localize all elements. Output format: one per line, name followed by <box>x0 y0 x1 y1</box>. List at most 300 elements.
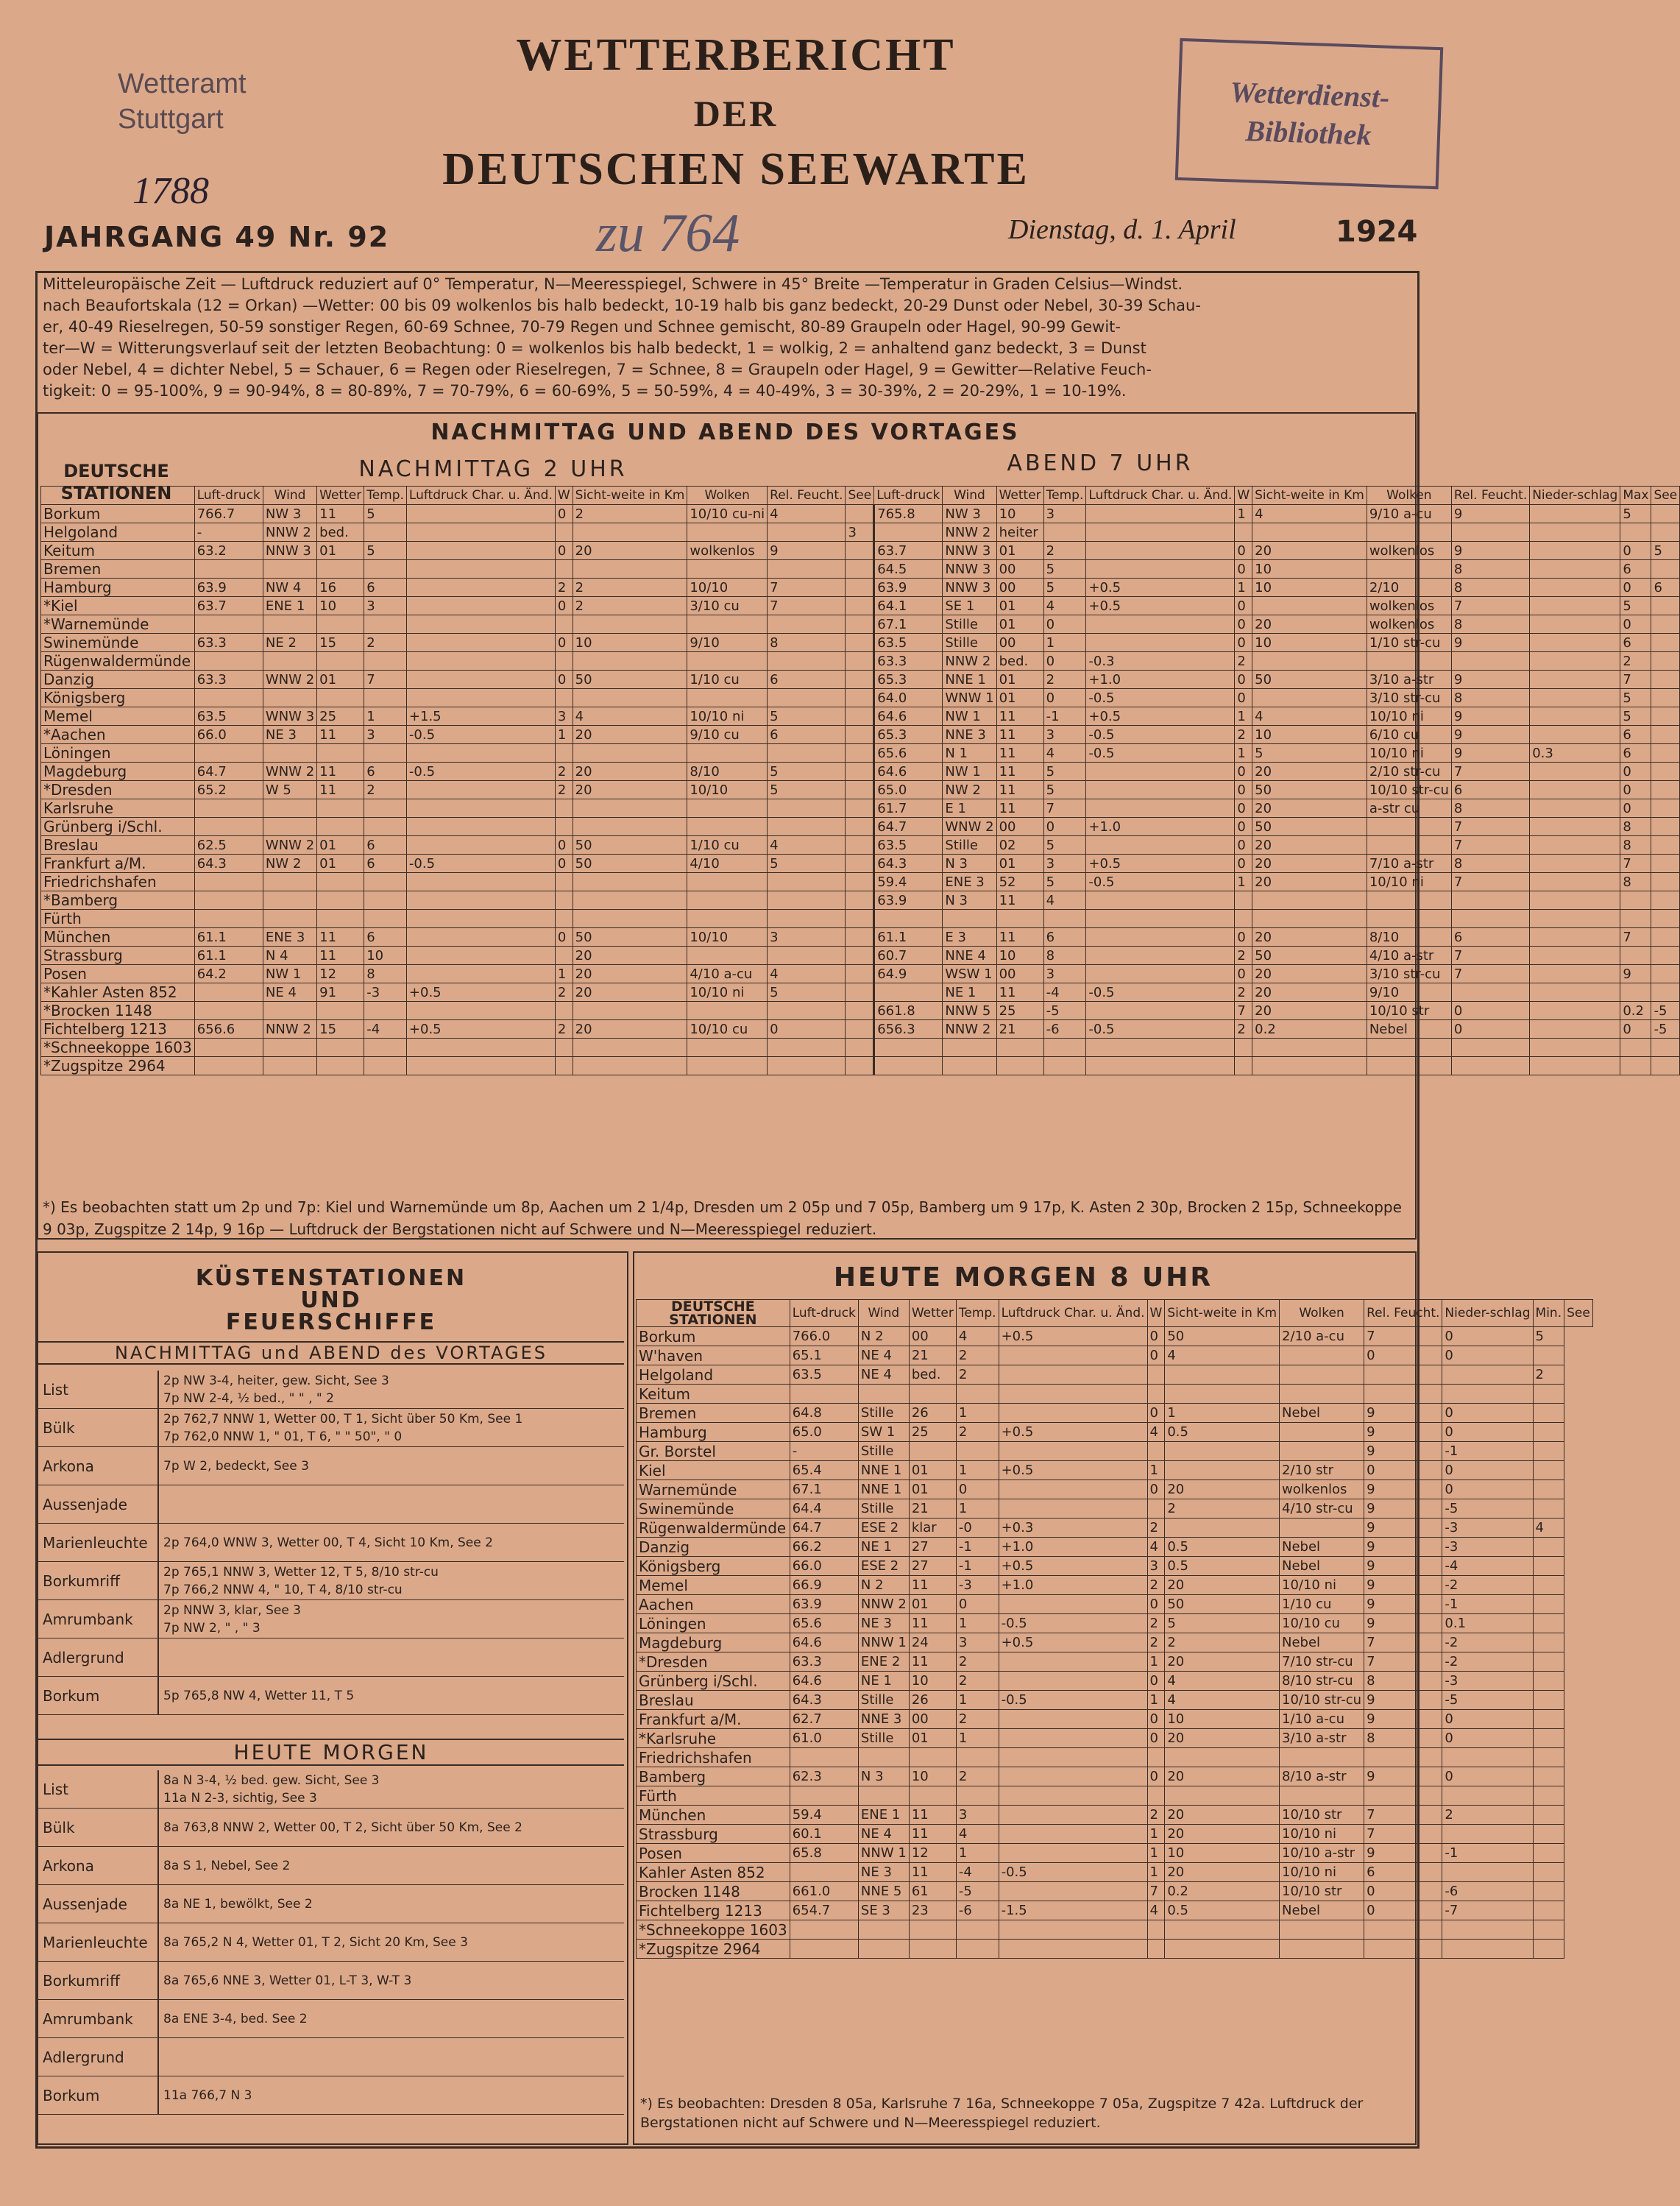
cell: 0 <box>1147 1480 1165 1499</box>
cell <box>364 1057 407 1075</box>
cell: N 3 <box>943 855 996 873</box>
cell <box>1280 1940 1364 1959</box>
cell: 3 <box>956 1633 999 1652</box>
cell <box>687 1002 768 1020</box>
cell: 63.9 <box>874 891 943 910</box>
table-row <box>41 634 1680 652</box>
cell: 0 <box>1620 799 1651 818</box>
cell: 0 <box>1442 1346 1533 1365</box>
cell <box>1147 1385 1165 1404</box>
cell: 65.4 <box>790 1461 858 1480</box>
cell <box>1620 891 1651 910</box>
cell: SE 1 <box>943 597 996 615</box>
cell <box>687 891 768 910</box>
station-name: *Zugspitze 2964 <box>637 1940 790 1959</box>
cell: NNW 2 <box>943 523 996 542</box>
cell: 0.2 <box>1620 1002 1651 1020</box>
cell <box>846 1039 874 1057</box>
cell <box>1367 891 1451 910</box>
cell: 1 <box>1235 707 1252 726</box>
stamp-line: Wetteramt <box>118 68 247 99</box>
cell <box>1451 523 1529 542</box>
cell <box>194 818 263 836</box>
cell <box>1280 1423 1364 1442</box>
cell: 10/10 <box>687 928 768 947</box>
kuesten-title-line: UND <box>300 1287 362 1313</box>
cell <box>1533 1538 1564 1557</box>
cell: 2 <box>1235 652 1252 671</box>
cell <box>194 689 263 707</box>
cell <box>1651 652 1680 671</box>
cell: 59.4 <box>790 1806 858 1825</box>
cell <box>406 910 555 928</box>
station-name: Kahler Asten 852 <box>637 1863 790 1882</box>
cell: 11 <box>909 1825 956 1844</box>
cell: Nebel <box>1280 1633 1364 1652</box>
cell: 0 <box>1620 763 1651 781</box>
cell: -0.5 <box>1086 744 1235 763</box>
cell: 2 <box>555 763 573 781</box>
cell <box>1651 615 1680 634</box>
cell <box>768 799 846 818</box>
column-header: Temp. <box>1043 487 1086 505</box>
cell: 2/10 str <box>1280 1461 1364 1480</box>
coast-observation <box>158 1524 624 1562</box>
cell: +0.5 <box>999 1423 1147 1442</box>
cell: N 1 <box>943 744 996 763</box>
cell <box>263 799 316 818</box>
coast-station-name: Aussenjade <box>38 1885 158 1923</box>
column-header: Rel. Feucht. <box>768 487 846 505</box>
cell: NE 3 <box>263 726 316 744</box>
list-item <box>38 1847 624 1885</box>
cell: 2 <box>1235 726 1252 744</box>
coast-observation <box>158 1677 624 1715</box>
cell <box>1530 983 1620 1002</box>
issue-date: Dienstag, d. 1. April <box>1008 214 1236 245</box>
cell <box>573 891 687 910</box>
cell <box>1533 1480 1564 1499</box>
cell <box>317 1057 364 1075</box>
cell: 10/10 str-cu <box>1367 781 1451 799</box>
cell <box>874 910 943 928</box>
cell <box>1086 781 1235 799</box>
cell: 0 <box>1235 597 1252 615</box>
cell <box>1043 1057 1086 1075</box>
cell: 2 <box>1043 542 1086 560</box>
cell: 64.0 <box>874 689 943 707</box>
observation-line: 7p NW 2, " , " 3 <box>163 1620 260 1636</box>
cell <box>1651 763 1680 781</box>
vortag-table <box>40 486 1680 1075</box>
station-name: *Dresden <box>637 1652 790 1672</box>
table-row <box>41 615 1680 634</box>
cell: Stille <box>858 1691 909 1710</box>
cell: NNW 3 <box>263 542 316 560</box>
cell: 8 <box>1451 579 1529 597</box>
cell: -2 <box>1442 1633 1533 1652</box>
cell <box>1651 965 1680 983</box>
column-header: Rel. Feucht. <box>1451 487 1529 505</box>
coast-station-name: Borkum <box>38 2076 158 2115</box>
station-name: *Dresden <box>41 781 195 799</box>
cell: 8 <box>1620 836 1651 855</box>
cell: NNE 1 <box>858 1480 909 1499</box>
cell <box>1451 910 1529 928</box>
cell <box>1364 1748 1442 1767</box>
table-row <box>637 1614 1593 1633</box>
cell: 7 <box>768 579 846 597</box>
cell: ESE 2 <box>858 1519 909 1538</box>
cell <box>406 873 555 891</box>
cell: 1 <box>1043 634 1086 652</box>
cell <box>1530 1039 1620 1057</box>
cell: 5 <box>1620 707 1651 726</box>
cell: - <box>194 523 263 542</box>
cell: 3 <box>956 1806 999 1825</box>
cell: 10/10 ni <box>687 983 768 1002</box>
cell: 0 <box>1147 1595 1165 1614</box>
cell: 0.5 <box>1165 1423 1280 1442</box>
coast-observation <box>158 1885 624 1923</box>
table-row <box>637 1499 1593 1519</box>
cell <box>846 744 874 763</box>
table-row <box>637 1652 1593 1672</box>
cell: 50 <box>1165 1327 1280 1346</box>
cell: 4 <box>573 707 687 726</box>
cell <box>364 1002 407 1020</box>
table-row <box>41 707 1680 726</box>
cell: 0 <box>768 1020 846 1039</box>
cell: 8 <box>1451 560 1529 579</box>
table-row <box>637 1729 1593 1748</box>
cell: 1 <box>956 1844 999 1863</box>
cell: -0.5 <box>1086 726 1235 744</box>
cell: 5 <box>1620 597 1651 615</box>
cell: 2 <box>1147 1806 1165 1825</box>
cell: 10/10 cu <box>687 1020 768 1039</box>
cell <box>406 671 555 689</box>
cell <box>846 726 874 744</box>
cell: 8/10 <box>687 763 768 781</box>
cell: NE 3 <box>858 1863 909 1882</box>
cell: -0.5 <box>1086 873 1235 891</box>
station-name: *Kiel <box>41 597 195 615</box>
cell: NE 4 <box>858 1365 909 1385</box>
table-row <box>41 763 1680 781</box>
cell <box>1235 910 1252 928</box>
cell: klar <box>909 1519 956 1538</box>
cell: 11 <box>996 726 1043 744</box>
table-row <box>637 1576 1593 1595</box>
cell: 4 <box>956 1825 999 1844</box>
cell <box>406 597 555 615</box>
cell: 4 <box>1533 1519 1564 1538</box>
cell: NNW 2 <box>858 1595 909 1614</box>
column-header: Nieder-schlag <box>1442 1300 1533 1327</box>
station-name: Königsberg <box>637 1557 790 1576</box>
cell: 2 <box>956 1346 999 1365</box>
cell: 0 <box>555 671 573 689</box>
cell <box>999 1499 1147 1519</box>
cell: 64.6 <box>790 1672 858 1691</box>
table-row <box>41 1020 1680 1039</box>
cell <box>1252 1057 1367 1075</box>
cell: 20 <box>1165 1652 1280 1672</box>
cell: 10/10 ni <box>1280 1863 1364 1882</box>
cell <box>1235 1039 1252 1057</box>
cell: 5 <box>1651 542 1680 560</box>
cell: 7/10 a-str <box>1367 855 1451 873</box>
observation-line: 2p NNW 3, klar, See 3 <box>163 1602 301 1618</box>
cell: NW 2 <box>263 855 316 873</box>
cell <box>1530 965 1620 983</box>
cell: 65.3 <box>874 671 943 689</box>
legend-line: Mitteleuropäische Zeit — Luftdruck reduziert auf 0° Temperatur, N—Meeresspiegel, Schwere in 45° Breite —Temperatur in Graden Celsius—Windst. <box>43 275 1183 293</box>
station-name: Breslau <box>637 1691 790 1710</box>
cell <box>956 1786 999 1806</box>
cell <box>1530 1020 1620 1039</box>
cell: 9 <box>1364 1844 1442 1863</box>
coast-observation <box>158 1562 624 1600</box>
cell: 9 <box>1364 1691 1442 1710</box>
cell: 63.3 <box>874 652 943 671</box>
cell <box>846 671 874 689</box>
cell: 64.4 <box>790 1499 858 1519</box>
cell: 20 <box>1252 855 1367 873</box>
cell: 65.0 <box>874 781 943 799</box>
column-header: Min. <box>1533 1300 1564 1327</box>
cell <box>1147 1442 1165 1461</box>
cell <box>846 1020 874 1039</box>
cell: 27 <box>909 1538 956 1557</box>
cell <box>956 1442 999 1461</box>
table-row <box>41 726 1680 744</box>
cell: 50 <box>1252 671 1367 689</box>
cell: 7 <box>1451 597 1529 615</box>
cell <box>555 652 573 671</box>
cell <box>1367 652 1451 671</box>
station-name: *Zugspitze 2964 <box>41 1057 195 1075</box>
table-row <box>41 579 1680 597</box>
cell <box>1451 1057 1529 1075</box>
cell: -1 <box>1043 707 1086 726</box>
cell: 9/10 <box>1367 983 1451 1002</box>
table-row <box>41 652 1680 671</box>
cell: 11 <box>996 928 1043 947</box>
cell: Nebel <box>1280 1901 1364 1920</box>
morgen-title: HEUTE MORGEN 8 UHR <box>833 1262 1213 1293</box>
cell <box>555 523 573 542</box>
cell: 0 <box>1235 818 1252 836</box>
cell <box>573 818 687 836</box>
cell: bed. <box>317 523 364 542</box>
station-name: Strassburg <box>637 1825 790 1844</box>
table-row <box>637 1806 1593 1825</box>
cell: 0 <box>956 1595 999 1614</box>
cell <box>846 855 874 873</box>
table-row <box>637 1786 1593 1806</box>
cell <box>996 910 1043 928</box>
cell: 0 <box>1043 818 1086 836</box>
cell <box>1651 689 1680 707</box>
cell: 66.0 <box>194 726 263 744</box>
cell: 6 <box>1620 744 1651 763</box>
station-name: Grünberg i/Schl. <box>637 1672 790 1691</box>
station-name: Danzig <box>41 671 195 689</box>
cell: 10 <box>1165 1844 1280 1863</box>
cell: NNW 1 <box>858 1633 909 1652</box>
cell: 5 <box>364 505 407 523</box>
cell <box>364 744 407 763</box>
cell: -4 <box>1442 1557 1533 1576</box>
observation-line: 2p NW 3-4, heiter, gew. Sicht, See 3 <box>163 1373 389 1388</box>
list-item <box>38 1409 624 1447</box>
table-row <box>41 542 1680 560</box>
cell: 2/10 str-cu <box>1367 763 1451 781</box>
cell <box>846 1057 874 1075</box>
cell <box>768 689 846 707</box>
station-name: Friedrichshafen <box>637 1748 790 1767</box>
cell: 20 <box>1165 1576 1280 1595</box>
station-name: Fichtelberg 1213 <box>41 1020 195 1039</box>
cell <box>573 1002 687 1020</box>
cell <box>858 1920 909 1940</box>
cell: 9 <box>1364 1423 1442 1442</box>
cell <box>263 873 316 891</box>
cell: NW 1 <box>263 965 316 983</box>
cell: -0.5 <box>999 1691 1147 1710</box>
column-header: Luftdruck Char. u. Änd. <box>406 487 555 505</box>
cell <box>263 1002 316 1020</box>
stamp-bibliothek <box>1175 38 1444 189</box>
cell: 61.7 <box>874 799 943 818</box>
cell: 9 <box>1451 671 1529 689</box>
cell: 9/10 a-cu <box>1367 505 1451 523</box>
cell: 61.0 <box>790 1729 858 1748</box>
cell: -0.5 <box>999 1614 1147 1633</box>
station-name: Löningen <box>41 744 195 763</box>
observation-line: 8a N 3-4, ½ bed. gew. Sicht, See 3 <box>163 1772 380 1788</box>
cell: 10/10 ni <box>1280 1825 1364 1844</box>
station-name: Rügenwaldermünde <box>637 1519 790 1538</box>
cell: 66.0 <box>790 1557 858 1576</box>
cell <box>1651 910 1680 928</box>
cell: 7 <box>1451 873 1529 891</box>
cell: 0.5 <box>1165 1538 1280 1557</box>
coast-observation <box>158 1371 624 1409</box>
cell <box>1252 1039 1367 1057</box>
cell: 0 <box>555 855 573 873</box>
cell: Nebel <box>1280 1557 1364 1576</box>
cell <box>194 873 263 891</box>
cell <box>874 523 943 542</box>
cell <box>194 615 263 634</box>
cell: NNW 2 <box>943 652 996 671</box>
cell: 0 <box>1442 1404 1533 1423</box>
cell: 4 <box>768 836 846 855</box>
cell <box>194 1002 263 1020</box>
cell: 12 <box>909 1844 956 1863</box>
cell: 50 <box>1252 947 1367 965</box>
cell: 65.1 <box>790 1346 858 1365</box>
cell: 01 <box>996 671 1043 689</box>
cell <box>1147 1940 1165 1959</box>
legend-text <box>43 274 1411 402</box>
station-name: *Schneekoppe 1603 <box>41 1039 195 1057</box>
cell: 26 <box>909 1691 956 1710</box>
cell <box>1280 1519 1364 1538</box>
cell: 11 <box>317 947 364 965</box>
cell <box>555 1002 573 1020</box>
cell: 0 <box>1235 634 1252 652</box>
cell <box>194 1057 263 1075</box>
cell <box>364 523 407 542</box>
station-name: *Kahler Asten 852 <box>41 983 195 1002</box>
cell: NNE 4 <box>943 947 996 965</box>
cell: 9 <box>1364 1480 1442 1499</box>
table-row <box>637 1691 1593 1710</box>
cell: 01 <box>909 1461 956 1480</box>
cell: 2 <box>1165 1633 1280 1652</box>
cell: 01 <box>909 1595 956 1614</box>
cell: 01 <box>909 1729 956 1748</box>
cell <box>1533 1423 1564 1442</box>
cell <box>1651 836 1680 855</box>
cell: 8 <box>1620 873 1651 891</box>
cell <box>999 1940 1147 1959</box>
cell: 20 <box>1252 836 1367 855</box>
cell: 4 <box>1043 597 1086 615</box>
table-row <box>637 1825 1593 1844</box>
cell: 20 <box>1252 763 1367 781</box>
column-header: See <box>1564 1300 1593 1327</box>
cell <box>1651 818 1680 836</box>
cell: a-str cu <box>1367 799 1451 818</box>
cell <box>406 928 555 947</box>
table-row <box>41 597 1680 615</box>
cell <box>996 1039 1043 1057</box>
cell: -0.5 <box>406 763 555 781</box>
cell: 6 <box>1620 560 1651 579</box>
cell <box>1043 910 1086 928</box>
cell: 9 <box>1451 707 1529 726</box>
cell: 3/10 str-cu <box>1367 689 1451 707</box>
cell: 20 <box>1252 615 1367 634</box>
cell: 10/10 cu-ni <box>687 505 768 523</box>
cell: 24 <box>909 1633 956 1652</box>
table-row <box>637 1710 1593 1729</box>
cell <box>573 615 687 634</box>
morgen-footnote: *) Es beobachten: Dresden 8 05a, Karlsruhe 7 16a, Schneekoppe 7 05a, Zugspitze 7 42a. Luftdruck der Bergstationen nicht auf Schwere und N—Meeresspiegel reduziert. <box>640 2096 1364 2131</box>
cell: 0 <box>1442 1767 1533 1786</box>
cell: +0.5 <box>999 1461 1147 1480</box>
cell: E 1 <box>943 799 996 818</box>
cell: ENE 1 <box>858 1806 909 1825</box>
cell <box>909 1442 956 1461</box>
cell: 11 <box>909 1614 956 1633</box>
cell: NW 3 <box>263 505 316 523</box>
cell: 64.7 <box>194 763 263 781</box>
cell <box>1530 689 1620 707</box>
table-row <box>637 1844 1593 1863</box>
cell: 64.5 <box>874 560 943 579</box>
cell: 0 <box>1235 836 1252 855</box>
cell <box>999 1365 1147 1385</box>
cell <box>768 1002 846 1020</box>
cell: 20 <box>573 965 687 983</box>
cell: +0.5 <box>1086 579 1235 597</box>
